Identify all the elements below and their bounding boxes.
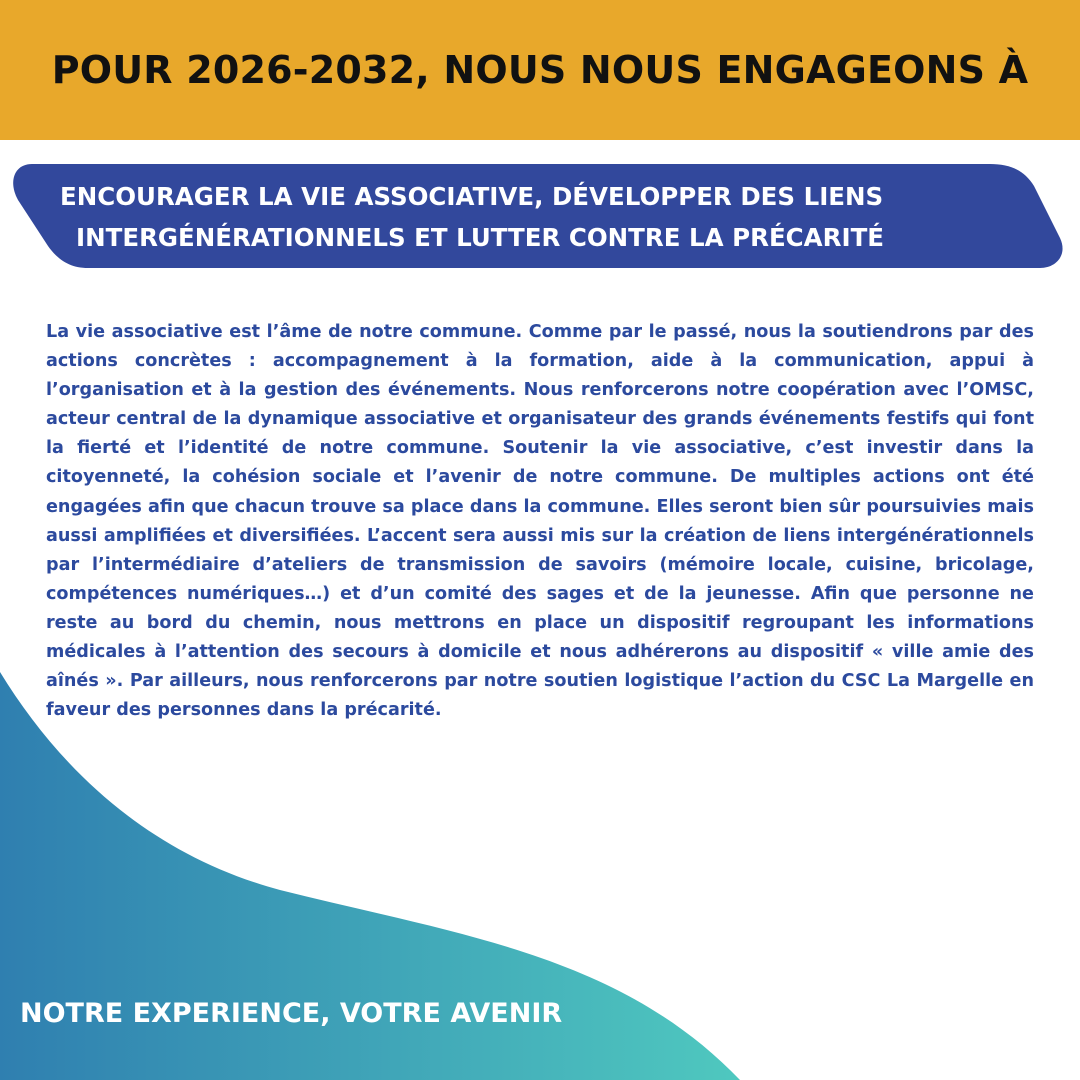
subtitle-line-2: INTERGÉNÉRATIONNELS ET LUTTER CONTRE LA PRÉCARITÉ [76, 223, 885, 252]
header-title: POUR 2026-2032, NOUS NOUS ENGAGEONS À [51, 48, 1029, 92]
subtitle-line-1: ENCOURAGER LA VIE ASSOCIATIVE, DÉVELOPPER DES LIENS [60, 182, 884, 211]
body-paragraph: La vie associative est l’âme de notre commune. Comme par le passé, nous la soutiendrons par des actions concrètes : accompagnement à la formation, aide à la communication, appui à l’organisation et à la gestion des événements. Nous renforcerons notre coopération avec l’OMSC, acteur central de la dynamique associative et organisateur des grands événements festifs qui font la fierté et l’identité de notre commune. Soutenir la vie associative, c’est investir dans la citoyenneté, la cohésion sociale et l’avenir de notre commune. De multiples actions ont été engagées afin que chacun trouve sa place dans la commune. Elles seront bien sûr poursuivies mais aussi amplifiées et diversifiées. L’accent sera aussi mis sur la création de liens intergénérationnels par l’intermédiaire d’ateliers de transmission de savoirs (mémoire locale, cuisine, bricolage, compétences numériques…) et d’un comité des sages et de la jeunesse. Afin que personne ne reste au bord du chemin, nous mettrons en place un dispositif regroupant les informations médicales à l’attention des secours à domicile et nous adhérerons au dispositif « ville amie des aînés ». Par ailleurs, nous renforcerons par notre soutien logistique l’action du CSC La Margelle en faveur des personnes dans la précarité. [46, 322, 1034, 721]
footer-slogan: NOTRE EXPERIENCE, VOTRE AVENIR [20, 998, 563, 1029]
